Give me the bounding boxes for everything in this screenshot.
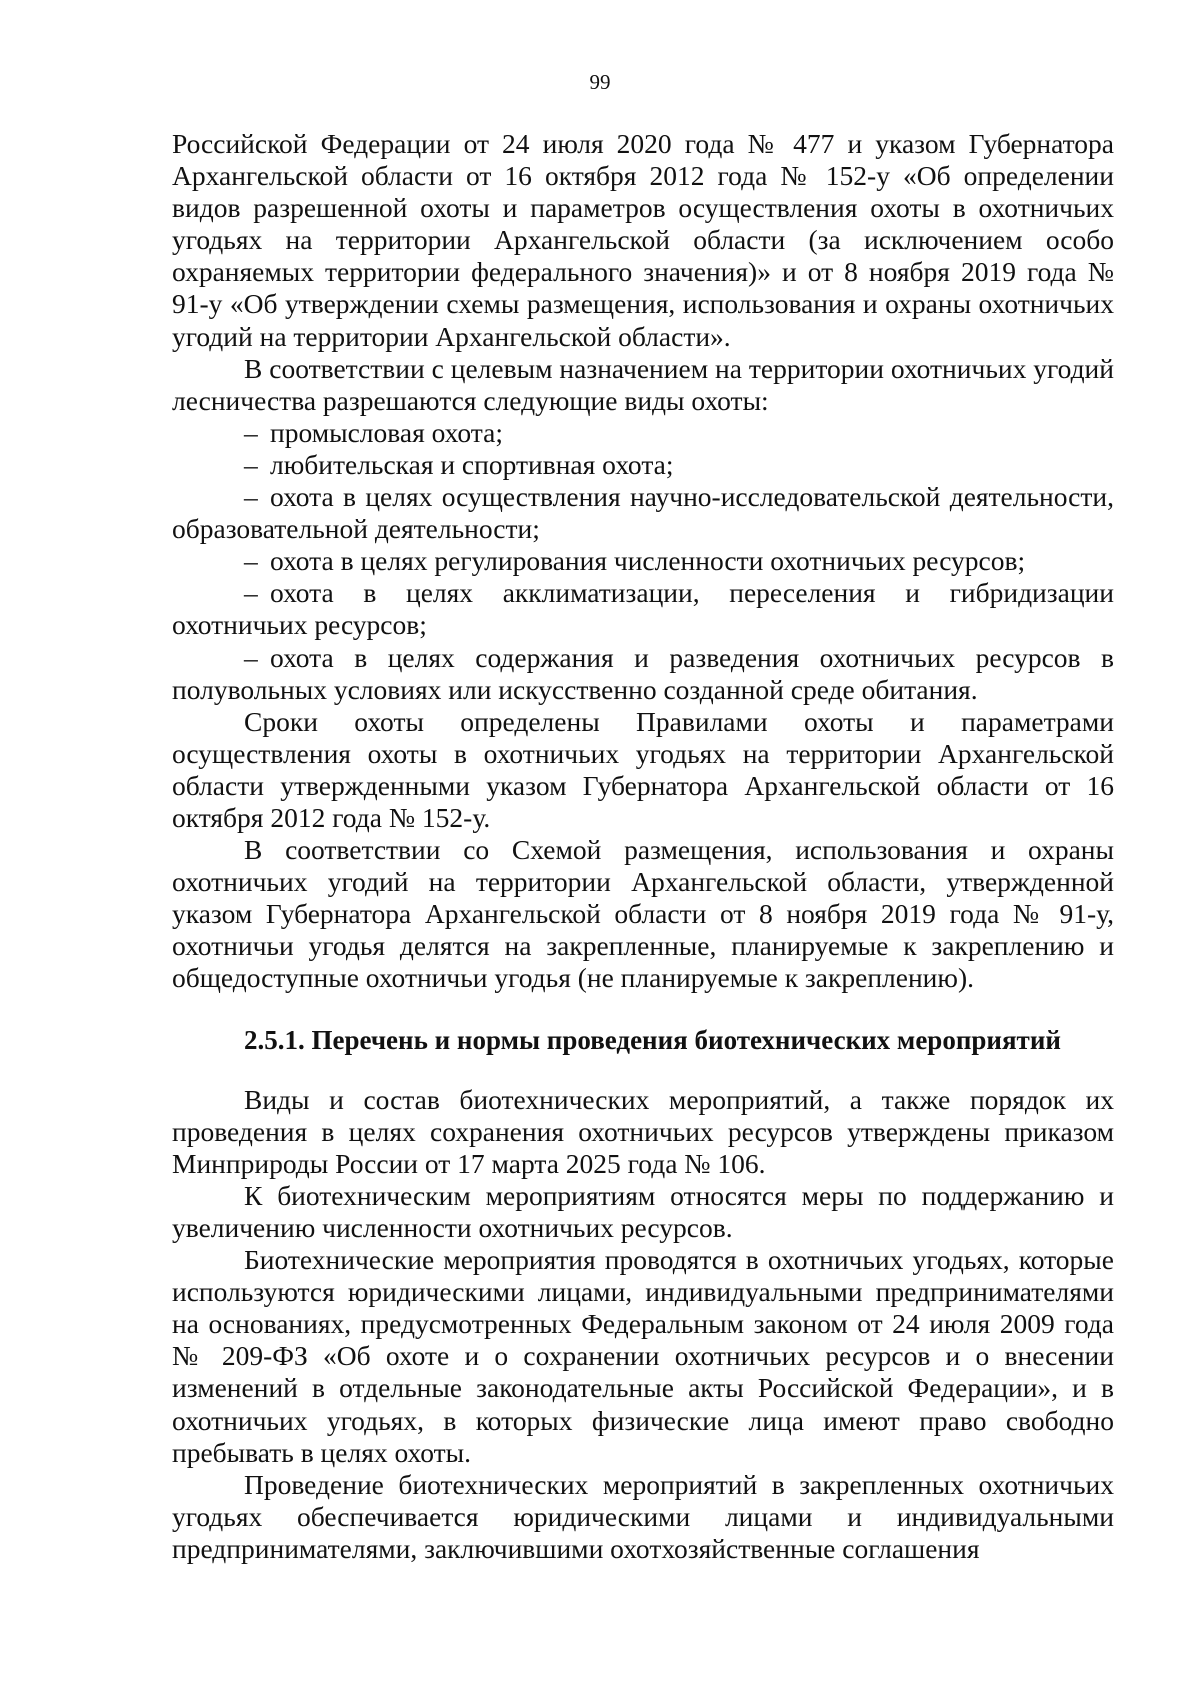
list-item	[172, 545, 1114, 577]
paragraph: К биотехническим мероприятиям относятся меры по поддержанию и увеличению численности охотничьих ресурсов.	[172, 1179, 1114, 1243]
paragraph: Виды и состав биотехнических мероприятий, а также порядок их проведения в целях сохранения охотничьих ресурсов утверждены приказом Минприроды России от 17 марта 2025 года № 106.	[172, 1083, 1114, 1179]
paragraph: В соответствии со Схемой размещения, использования и охраны охотничьих угодий на территории Архангельской области, утвержденной указом Губернатора Архангельской области от 8 ноября 2019 года № 91-у, охотничьи угодья делятся на закрепленные, планируемые к закреплению и общедоступные охотничьи угодья (не планируемые к закреплению).	[172, 834, 1114, 994]
list-dash: –	[244, 545, 258, 577]
list-item-text: охота в целях осуществления научно-исследовательской деятельности, образовательной деятельности;	[172, 481, 1114, 545]
list-item	[172, 642, 1114, 706]
list-item	[172, 449, 1114, 481]
paragraph: В соответствии с целевым назначением на территории охотничьих угодий лесничества разрешаются следующие виды охоты:	[172, 352, 1114, 416]
list-item-text: охота в целях содержания и разведения охотничьих ресурсов в полувольных условиях или искусственно созданной среде обитания.	[172, 641, 1114, 705]
list-item-text: любительская и спортивная охота;	[270, 448, 674, 480]
list-dash: –	[244, 641, 258, 673]
list-dash: –	[244, 416, 258, 448]
document-body	[172, 128, 1114, 1565]
list-item-text: промысловая охота;	[270, 416, 503, 448]
paragraph: Проведение биотехнических мероприятий в закрепленных охотничьих угодьях обеспечивается юридическими лицами и индивидуальными предпринимателями, заключившими охотхозяйственные соглашения	[172, 1468, 1114, 1564]
list-item	[172, 481, 1114, 545]
list-item-text: охота в целях акклиматизации, переселения и гибридизации охотничьих ресурсов;	[172, 577, 1114, 641]
paragraph: Российской Федерации от 24 июля 2020 года № 477 и указом Губернатора Архангельской области от 16 октября 2012 года № 152-у «Об определении видов разрешенной охоты и параметров осуществления охоты в охотничьих угодьях на территории Архангельской области (за исключением особо охраняемых территории федерального значения)» и от 8 ноября 2019 года № 91-у «Об утверждении схемы размещения, использования и охраны охотничьих угодий на территории Архангельской области».	[172, 128, 1114, 352]
paragraph: Сроки охоты определены Правилами охоты и параметрами осуществления охоты в охотничьих угодьях на территории Архангельской области утвержденными указом Губернатора Архангельской области от 16 октября 2012 года № 152-у.	[172, 705, 1114, 833]
section-heading: 2.5.1. Перечень и нормы проведения биотехнических мероприятий	[244, 1024, 1061, 1055]
list-dash: –	[244, 481, 258, 513]
list-item	[172, 577, 1114, 641]
page-number: 99	[589, 70, 611, 94]
list-dash: –	[244, 577, 258, 609]
list-item	[172, 417, 1114, 449]
list-dash: –	[244, 448, 258, 480]
paragraph: Биотехнические мероприятия проводятся в охотничьих угодьях, которые используются юридическими лицами, индивидуальными предпринимателями на основаниях, предусмотренных Федеральным законом от 24 июля 2009 года № 209-ФЗ «Об охоте и о сохранении охотничьих ресурсов и о внесении изменений в отдельные законодательные акты Российской Федерации», и в охотничьих угодьях, в которых физические лица имеют право свободно пребывать в целях охоты.	[172, 1244, 1114, 1468]
list-item-text: охота в целях регулирования численности охотничьих ресурсов;	[270, 545, 1026, 577]
